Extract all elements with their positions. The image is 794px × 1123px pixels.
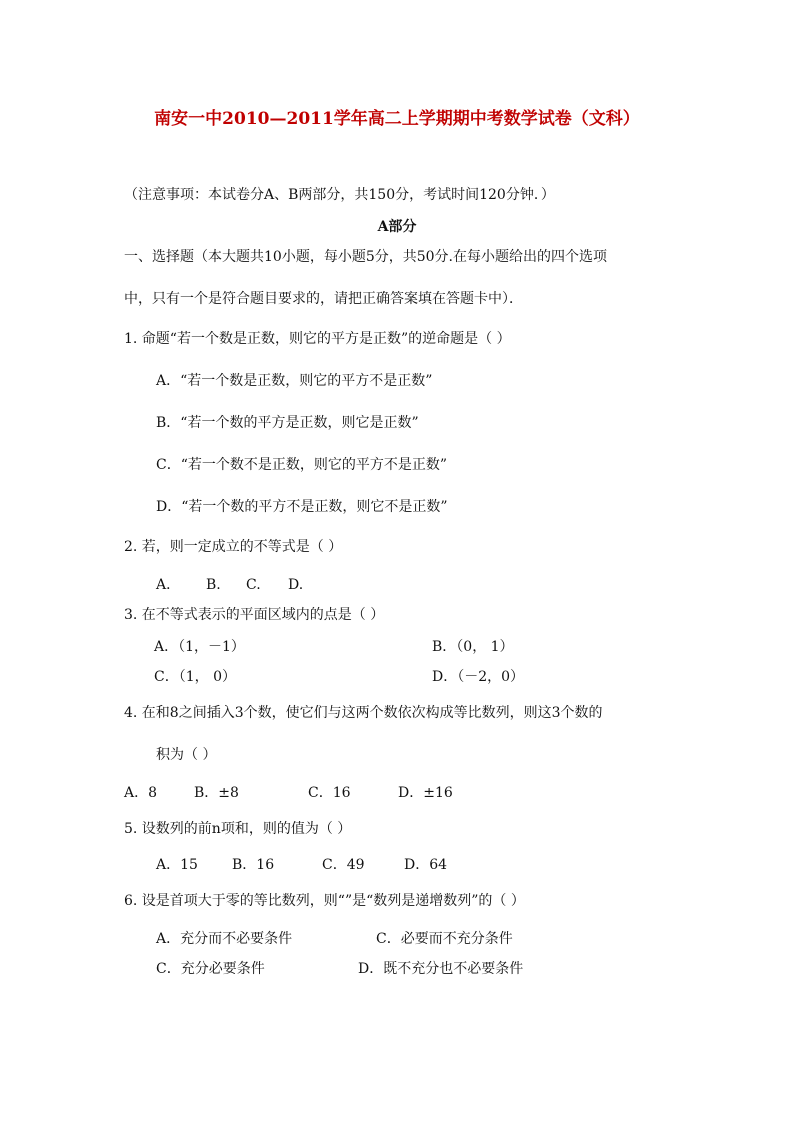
question-6-option-a: A．充分而不必要条件 xyxy=(156,931,293,947)
question-6-option-b: C．必要而不充分条件 xyxy=(376,931,513,947)
section-a-heading: A部分 xyxy=(377,219,417,235)
part1-heading: 一、选择题（本大题共10小题，每小题5分，共50分.在每小题给出的四个选项 xyxy=(124,249,607,265)
question-5-option-b: B．16 xyxy=(232,857,275,873)
question-1-option-a: A．“若一个数是正数，则它的平方不是正数” xyxy=(156,373,433,389)
question-3-option-b: B．（0， 1） xyxy=(432,639,514,655)
question-1-option-c: C．“若一个数不是正数，则它的平方不是正数” xyxy=(156,457,448,473)
question-1-option-d: D．“若一个数的平方不是正数，则它不是正数” xyxy=(156,499,448,515)
question-5-stem: 5. 设数列的前n项和，则的值为（ ） xyxy=(124,821,352,837)
page-title: 南安一中2010—2011学年高二上学期期中考数学试卷（文科） xyxy=(154,109,640,129)
question-6-option-d: D．既不充分也不必要条件 xyxy=(358,961,524,977)
question-2-option-d: D. xyxy=(288,577,304,593)
question-2-stem: 2. 若，则一定成立的不等式是（ ） xyxy=(124,539,343,555)
part1-heading-continued: 中，只有一个是符合题目要求的，请把正确答案填在答题卡中）． xyxy=(124,291,523,307)
question-4-stem-continued: 积为（ ） xyxy=(156,747,217,763)
question-3-option-d: D．（－2，0） xyxy=(432,669,525,685)
question-5-option-d: D．64 xyxy=(404,857,448,873)
question-4-option-d: D．±16 xyxy=(398,785,453,801)
exam-note: （注意事项：本试卷分A、B两部分，共150分，考试时间120分钟．） xyxy=(124,187,555,203)
question-1-stem: 1. 命题“若一个数是正数，则它的平方是正数”的逆命题是（ ） xyxy=(124,331,511,347)
question-6-option-c: C．充分必要条件 xyxy=(156,961,265,977)
question-5-option-a: A．15 xyxy=(156,857,198,873)
question-2-option-b: B. xyxy=(206,577,221,593)
question-4-option-b: B．±8 xyxy=(194,785,239,801)
question-1-option-b: B．“若一个数的平方是正数，则它是正数” xyxy=(156,415,419,431)
question-6-stem: 6. 设是首项大于零的等比数列，则“”是“数列是递增数列”的（ ） xyxy=(124,893,525,909)
question-4-option-a: A．8 xyxy=(124,785,158,801)
question-5-option-c: C．49 xyxy=(322,857,365,873)
question-3-option-c: C．（1， 0） xyxy=(154,669,236,685)
question-2-option-a: A． xyxy=(156,577,181,593)
question-4-option-c: C．16 xyxy=(308,785,351,801)
question-4-stem: 4. 在和8之间插入3个数，使它们与这两个数依次构成等比数列，则这3个数的 xyxy=(124,705,603,721)
question-3-stem: 3. 在不等式表示的平面区域内的点是（ ） xyxy=(124,607,385,623)
question-2-option-c: C. xyxy=(246,577,261,593)
question-3-option-a: A．（1，－1） xyxy=(154,639,245,655)
